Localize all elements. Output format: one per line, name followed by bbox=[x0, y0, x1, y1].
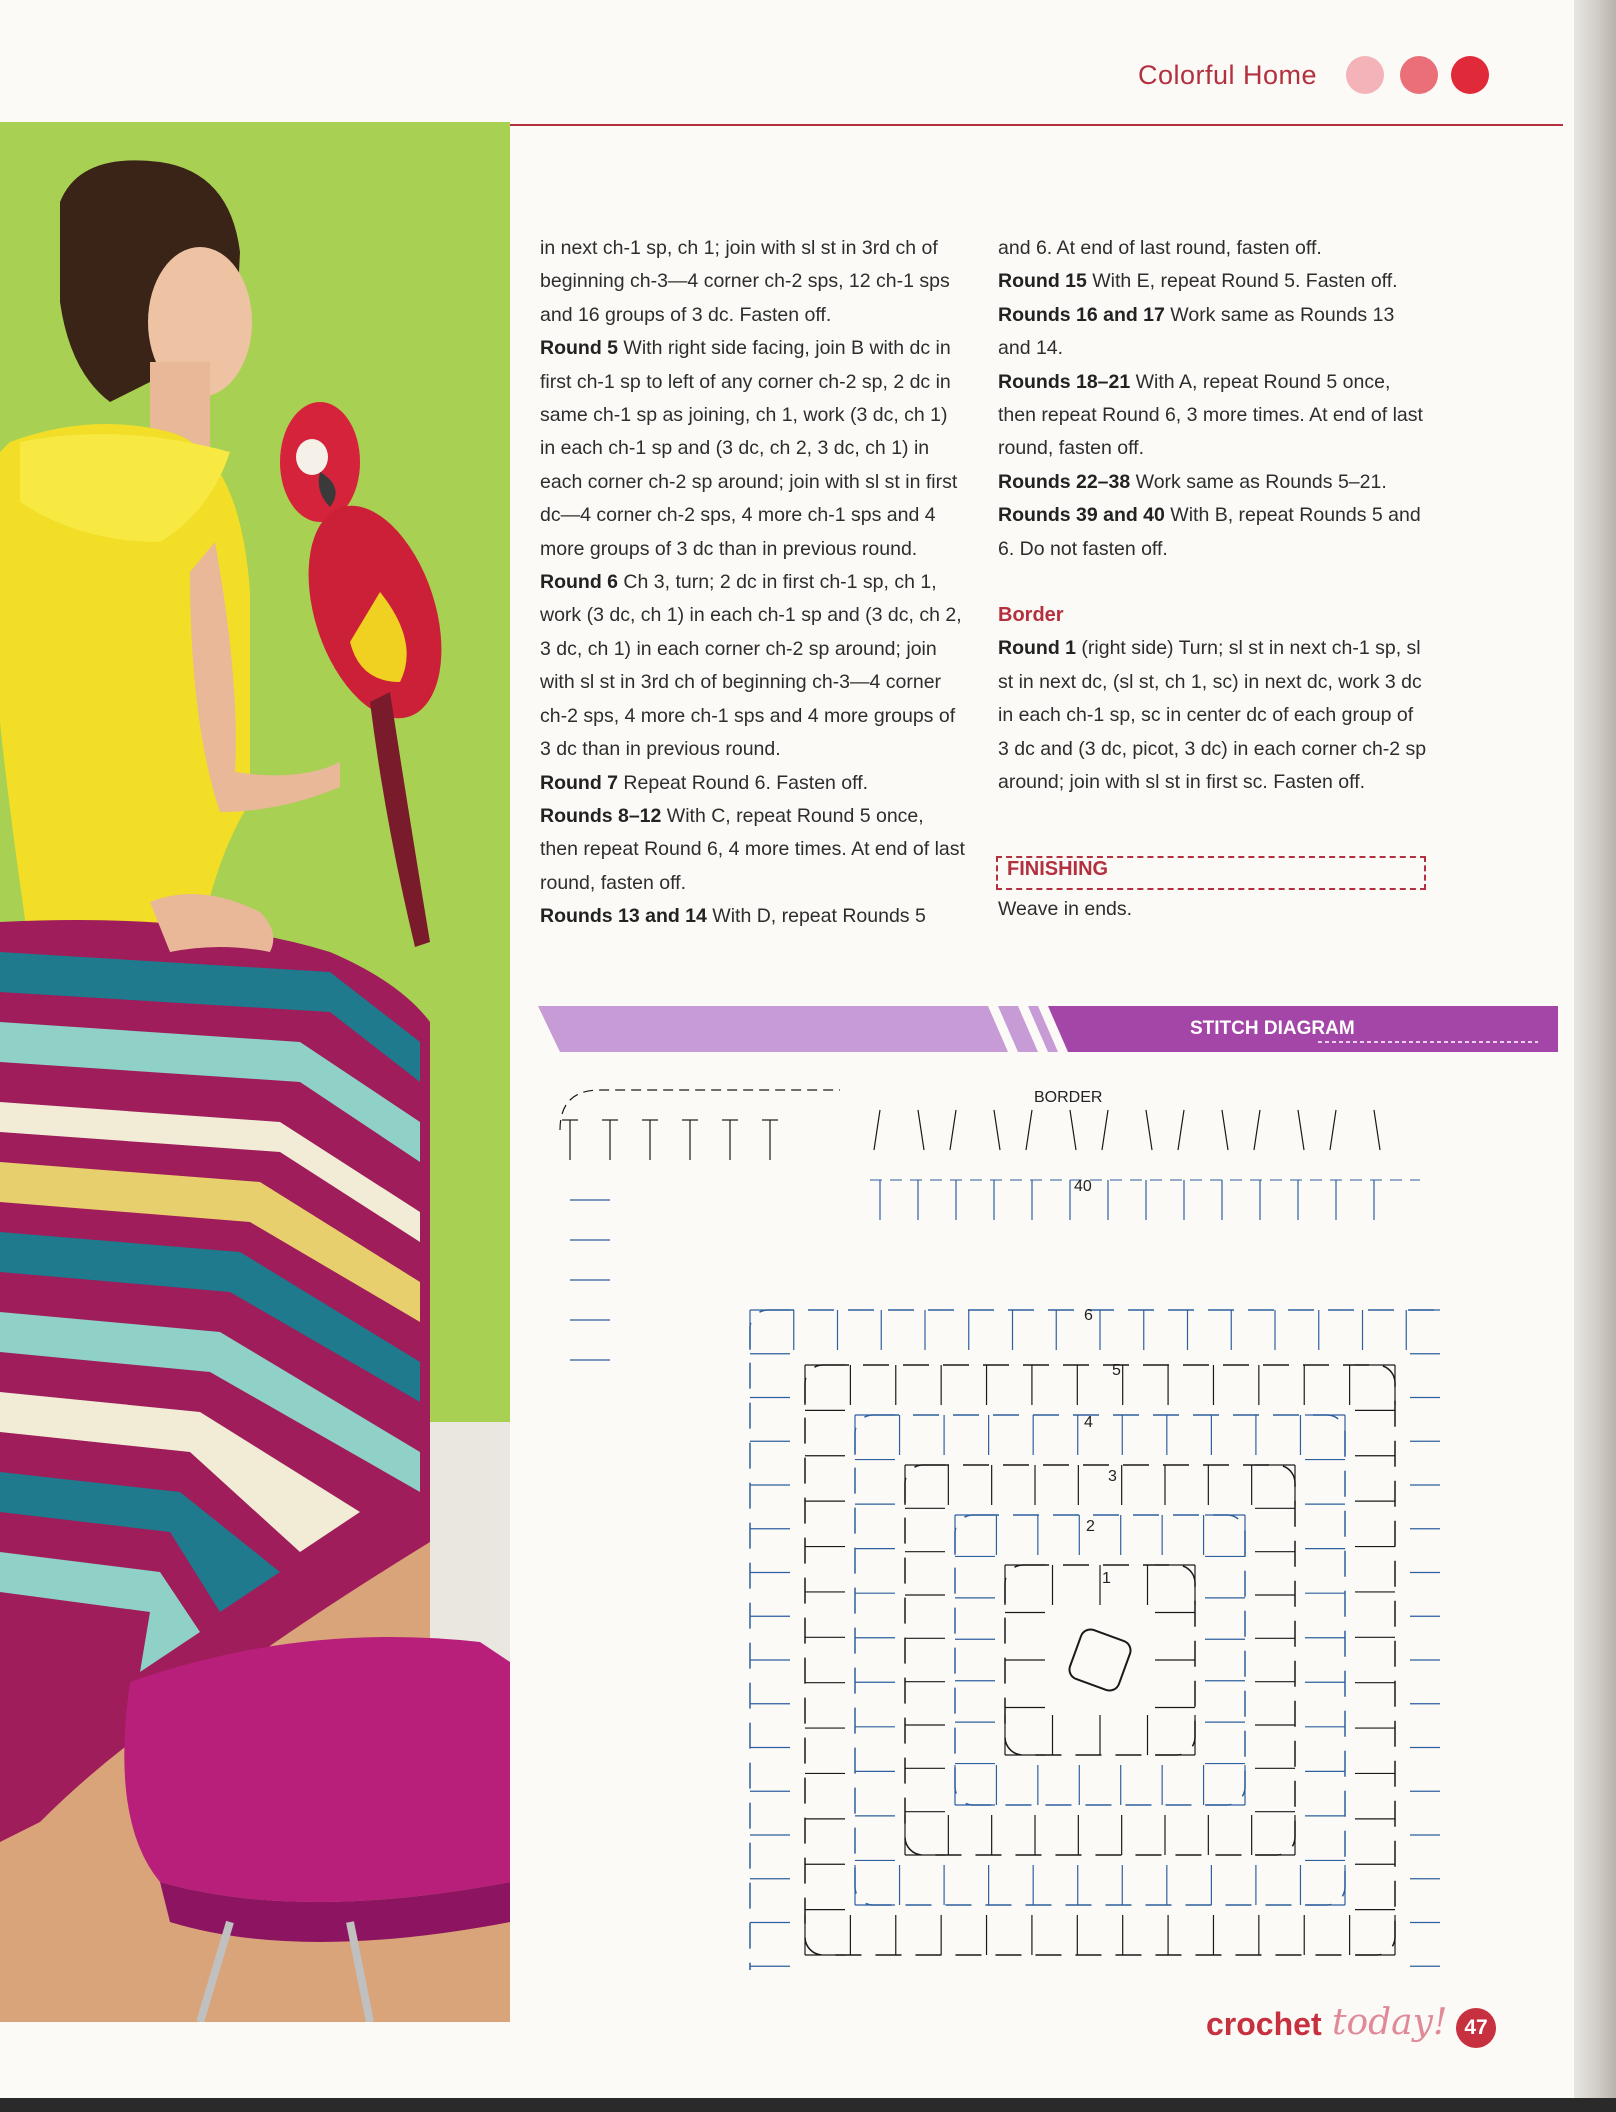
header-dot-3 bbox=[1451, 56, 1489, 94]
footer-brand-crochet: crochet bbox=[1206, 2006, 1322, 2042]
paragraph-rounds-8-12: Rounds 8–12 With C, repeat Round 5 once, then repeat Round 6, 4 more times. At end of last round, fasten off. bbox=[540, 804, 965, 894]
paragraph-round-15: Round 15 With E, repeat Round 5. Fasten off. bbox=[998, 270, 1398, 293]
paragraph-round-5: Round 5 With right side facing, join B with dc in first ch-1 sp to left of any corner ch-2 sp, 2 dc in same ch-1 sp as joining, ch 1, work (3 dc, ch 1) in each ch-1 sp and (3 dc, ch 2, 3 dc, ch 1) in each corner ch-2 sp around; join with sl st in first dc—4 corner ch-2 sps, 4 more ch-1 sps and 4 more groups of 3 dc than in previous round. bbox=[540, 337, 958, 560]
page-spine-shadow bbox=[1574, 0, 1616, 2112]
instructions-right-column bbox=[998, 232, 1428, 800]
paragraph-continuation: in next ch-1 sp, ch 1; join with sl st in 3rd ch of beginning ch-3—4 corner ch-2 sps, 12 ch-1 sps and 16 groups of 3 dc. Fasten off. bbox=[540, 237, 950, 326]
section-title: Colorful Home bbox=[1138, 60, 1318, 90]
paragraph-rounds-39-40: Rounds 39 and 40 With B, repeat Rounds 5 and 6. Do not fasten off. bbox=[998, 504, 1421, 560]
paragraph-rounds-13-14: Rounds 13 and 14 With D, repeat Rounds 5 bbox=[540, 905, 926, 928]
diagram-round-label-4: 4 bbox=[1084, 1414, 1093, 1431]
lifestyle-photo bbox=[0, 122, 510, 2022]
paragraph-round-7: Round 7 Repeat Round 6. Fasten off. bbox=[540, 771, 869, 794]
diagram-round-label-1: 1 bbox=[1102, 1570, 1111, 1587]
finishing-heading: FINISHING bbox=[1007, 858, 1109, 880]
diagram-round-label-5: 5 bbox=[1112, 1362, 1121, 1379]
diagram-round-40-label: 40 bbox=[1074, 1178, 1092, 1195]
scan-bottom-edge bbox=[0, 2098, 1616, 2112]
diagram-round-label-3: 3 bbox=[1108, 1468, 1117, 1485]
diagram-border-label: BORDER bbox=[1034, 1089, 1103, 1106]
diagram-round-label-6: 6 bbox=[1084, 1307, 1093, 1324]
paragraph-rounds-16-17: Rounds 16 and 17 Work same as Rounds 13 and 14. bbox=[998, 303, 1395, 360]
border-heading: Border bbox=[998, 604, 1064, 627]
instructions-left-column bbox=[540, 232, 965, 934]
finishing-text: Weave in ends. bbox=[998, 898, 1133, 920]
paragraph-rounds-22-38: Rounds 22–38 Work same as Rounds 5–21. bbox=[998, 470, 1387, 493]
header-rule bbox=[505, 124, 1563, 126]
paragraph-rounds-18-21: Rounds 18–21 With A, repeat Round 5 once, then repeat Round 6, 3 more times. At end of last round, fasten off. bbox=[998, 370, 1423, 460]
diagram-round-label-2: 2 bbox=[1086, 1518, 1095, 1535]
header-dot-1 bbox=[1346, 56, 1384, 94]
header-dot-2 bbox=[1400, 56, 1438, 94]
paragraph-border-round-1: Round 1 (right side) Turn; sl st in next ch-1 sp, sl st in next dc, (sl st, ch 1, sc) in next dc, work 3 dc in each ch-1 sp, sc in center dc of each group of 3 dc and (3 dc, picot, 3 dc) in each corner ch-2 sp around; join with sl st in first sc. Fasten off. bbox=[998, 637, 1427, 794]
paragraph-round-6: Round 6 Ch 3, turn; 2 dc in first ch-1 sp, ch 1, work (3 dc, ch 1) in each ch-1 sp and (3 dc, ch 2, 3 dc, ch 1) in each corner ch-2 sp around; join with sl st in 3rd ch of beginning ch-3—4 corner ch-2 sps, 4 more ch-1 sps and 4 more groups of 3 dc than in previous round. bbox=[540, 571, 962, 761]
stitch-diagram-title: STITCH DIAGRAM bbox=[1190, 1018, 1355, 1039]
page-number: 47 bbox=[1456, 2008, 1496, 2048]
stitch-diagram-band bbox=[538, 1006, 1558, 1052]
stitch-diagram bbox=[540, 1070, 1440, 1975]
footer-brand-today: today! bbox=[1332, 2002, 1448, 2043]
paragraph-continuation-right: and 6. At end of last round, fasten off. bbox=[998, 237, 1322, 259]
